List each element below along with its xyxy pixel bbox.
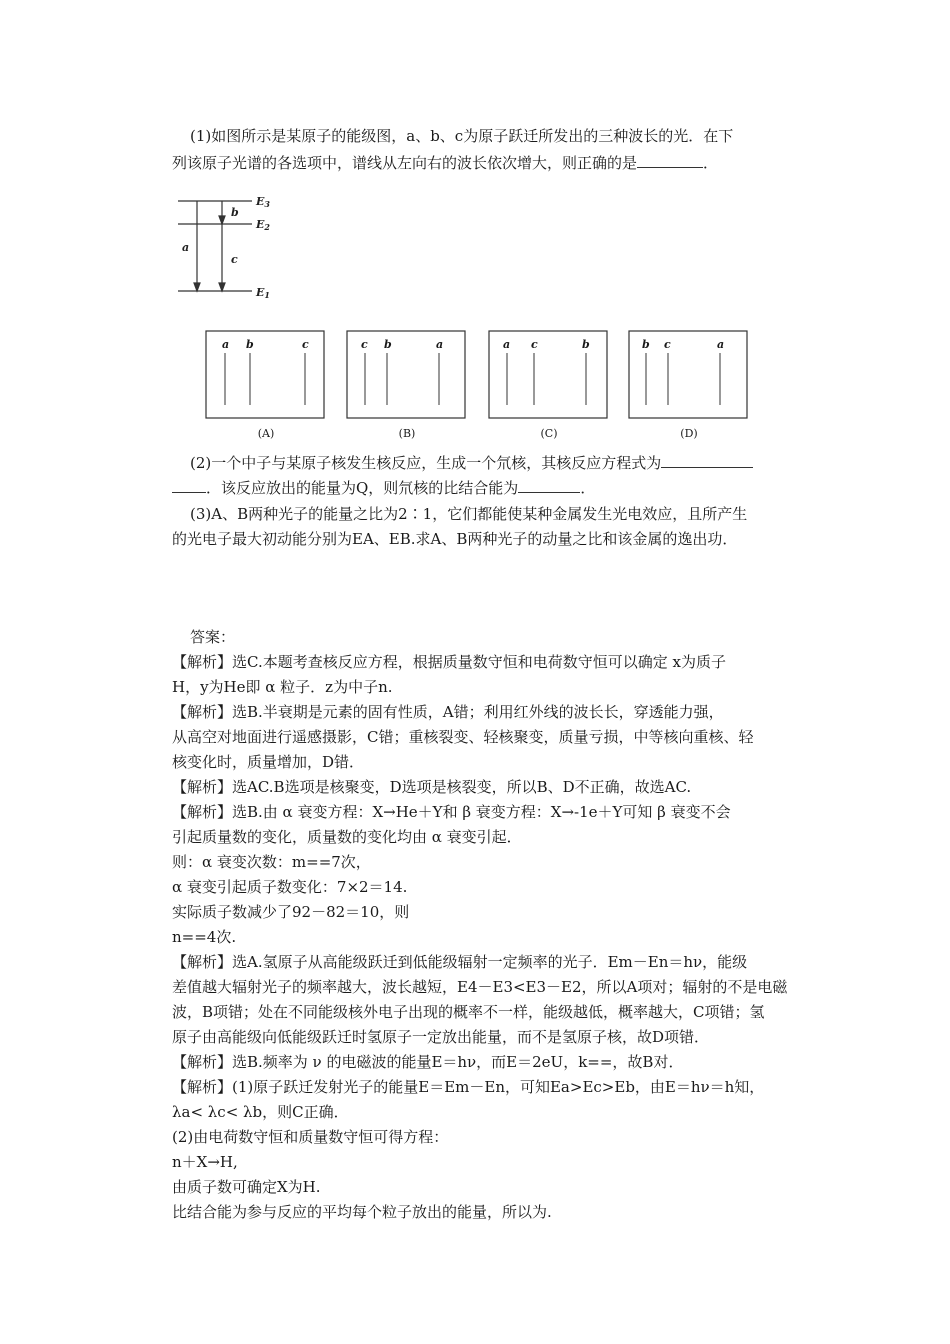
q3-line1: (3)A、B两种光子的能量之比为2∶1，它们都能使某种金属发生光电效应，且所产生	[190, 505, 748, 523]
q1-answer-blank[interactable]	[637, 153, 703, 168]
q2-line1-text: (2)一个中子与某原子核发生核反应，生成一个氘核，其核反应方程式为	[190, 454, 662, 472]
transition-b-label: b	[231, 206, 239, 219]
option-b-label-3: a	[436, 338, 444, 351]
q2-line2-text: ．该反应放出的能量为Q，则氘核的比结合能为	[206, 479, 519, 497]
answer-line-20: (2)由电荷数守恒和质量数守恒可得方程：	[172, 1128, 449, 1146]
option-c-label-1: a	[503, 338, 511, 351]
q2-answer-blank-1a[interactable]	[661, 453, 753, 468]
q2-answer-blank-2[interactable]	[518, 478, 580, 493]
option-c-caption: (C)	[540, 427, 558, 440]
q3-line2: 的光电子最大初动能分别为EA、EB.求A、B两种光子的动量之比和该金属的逸出功．	[172, 530, 738, 548]
answer-line-2: H，y为He即 α 粒子．z为中子n.	[172, 678, 393, 696]
answer-line-17: 【解析】选B.频率为 ν 的电磁波的能量E＝hν，而E＝2eU，k==，故B对．	[172, 1053, 684, 1071]
transition-a-arrow	[194, 283, 200, 291]
answer-line-6: 【解析】选AC.B选项是核聚变，D选项是核裂变，所以B、D不正确，故选AC.	[172, 778, 692, 796]
answer-line-19: λa< λc< λb，则C正确．	[172, 1103, 349, 1121]
level-e1-label: E1	[256, 286, 270, 300]
transition-c-label: c	[231, 253, 238, 266]
option-a-caption: (A)	[257, 427, 275, 440]
level-e2-label: E2	[256, 218, 270, 232]
answer-line-7: 【解析】选B.由 α 衰变方程：X→He＋Y和 β 衰变方程：X→-1e＋Y可知 β 衰变不会	[172, 803, 731, 821]
answer-line-16: 原子由高能级向低能级跃迁时氢原子一定放出能量，而不是氢原子核，故D项错．	[172, 1028, 710, 1046]
transition-a-label: a	[182, 241, 190, 254]
answer-line-4: 从高空对地面进行遥感摄影，C错；重核裂变、轻核聚变，质量亏损，中等核向重核、轻	[172, 728, 754, 746]
answer-line-21: n＋X→H,	[172, 1153, 238, 1171]
option-a-label-1: a	[222, 338, 230, 351]
answer-line-13: 【解析】选A.氢原子从高能级跃迁到低能级辐射一定频率的光子．Em－En＝hν，能级	[172, 953, 748, 971]
option-c-label-3: b	[582, 338, 590, 351]
q2-line1	[190, 453, 753, 473]
option-a-label-3: c	[302, 338, 309, 351]
option-a-label-2: b	[246, 338, 254, 351]
answer-line-1: 【解析】选C.本题考查核反应方程，根据质量数守恒和电荷数守恒可以确定 x为质子	[172, 653, 726, 671]
q1-line2	[172, 153, 718, 173]
answer-line-12: n==4次.	[172, 928, 237, 946]
option-c-label-2: c	[531, 338, 538, 351]
option-d-label-3: a	[717, 338, 725, 351]
answers-heading: 答案：	[190, 628, 236, 646]
answer-line-11: 实际质子数减少了92－82＝10，则	[172, 903, 410, 921]
q2-line2	[172, 478, 595, 498]
answer-line-8: 引起质量数的变化，质量数的变化均由 α 衰变引起．	[172, 828, 522, 846]
answer-line-18: 【解析】(1)原子跃迁发射光子的能量E＝Em－En，可知Ea>Ec>Eb，由E＝hν＝h知，	[172, 1078, 765, 1096]
option-d-label-1: b	[642, 338, 650, 351]
answer-line-9: 则：α 衰变次数：m==7次，	[172, 853, 371, 871]
q1-line1: (1)如图所示是某原子的能级图，a、b、c为原子跃迁所发出的三种波长的光．在下	[190, 127, 734, 145]
level-e3-label: E3	[256, 195, 270, 209]
answer-line-10: α 衰变引起质子数变化：7×2＝14.	[172, 878, 408, 896]
answer-line-3: 【解析】选B.半衰期是元素的固有性质，A错；利用红外线的波长长，穿透能力强，	[172, 703, 724, 721]
answer-line-15: 波，B项错；处在不同能级核外电子出现的概率不一样，能级越低，概率越大，C项错；氢	[172, 1003, 765, 1021]
option-b-caption: (B)	[398, 427, 416, 440]
q2-end: ．	[580, 479, 596, 497]
answer-line-22: 由质子数可确定X为H.	[172, 1178, 321, 1196]
answer-line-14: 差值越大辐射光子的频率越大，波长越短，E4－E3<E3－E2，所以A项对；辐射的不是电磁	[172, 978, 788, 996]
answer-line-23: 比结合能为参与反应的平均每个粒子放出的能量，所以为.	[172, 1203, 552, 1221]
transition-b-arrow	[219, 216, 225, 224]
q1-end: ．	[703, 154, 719, 172]
option-b-label-1: c	[361, 338, 368, 351]
option-b-label-2: b	[384, 338, 392, 351]
q2-answer-blank-1b[interactable]	[172, 478, 206, 493]
transition-c-arrow	[219, 283, 225, 291]
answer-line-5: 核变化时，质量增加，D错．	[172, 753, 365, 771]
option-d-label-2: c	[664, 338, 671, 351]
q1-line2-text: 列该原子光谱的各选项中，谱线从左向右的波长依次增大，则正确的是	[172, 154, 638, 172]
option-d-caption: (D)	[680, 427, 698, 440]
